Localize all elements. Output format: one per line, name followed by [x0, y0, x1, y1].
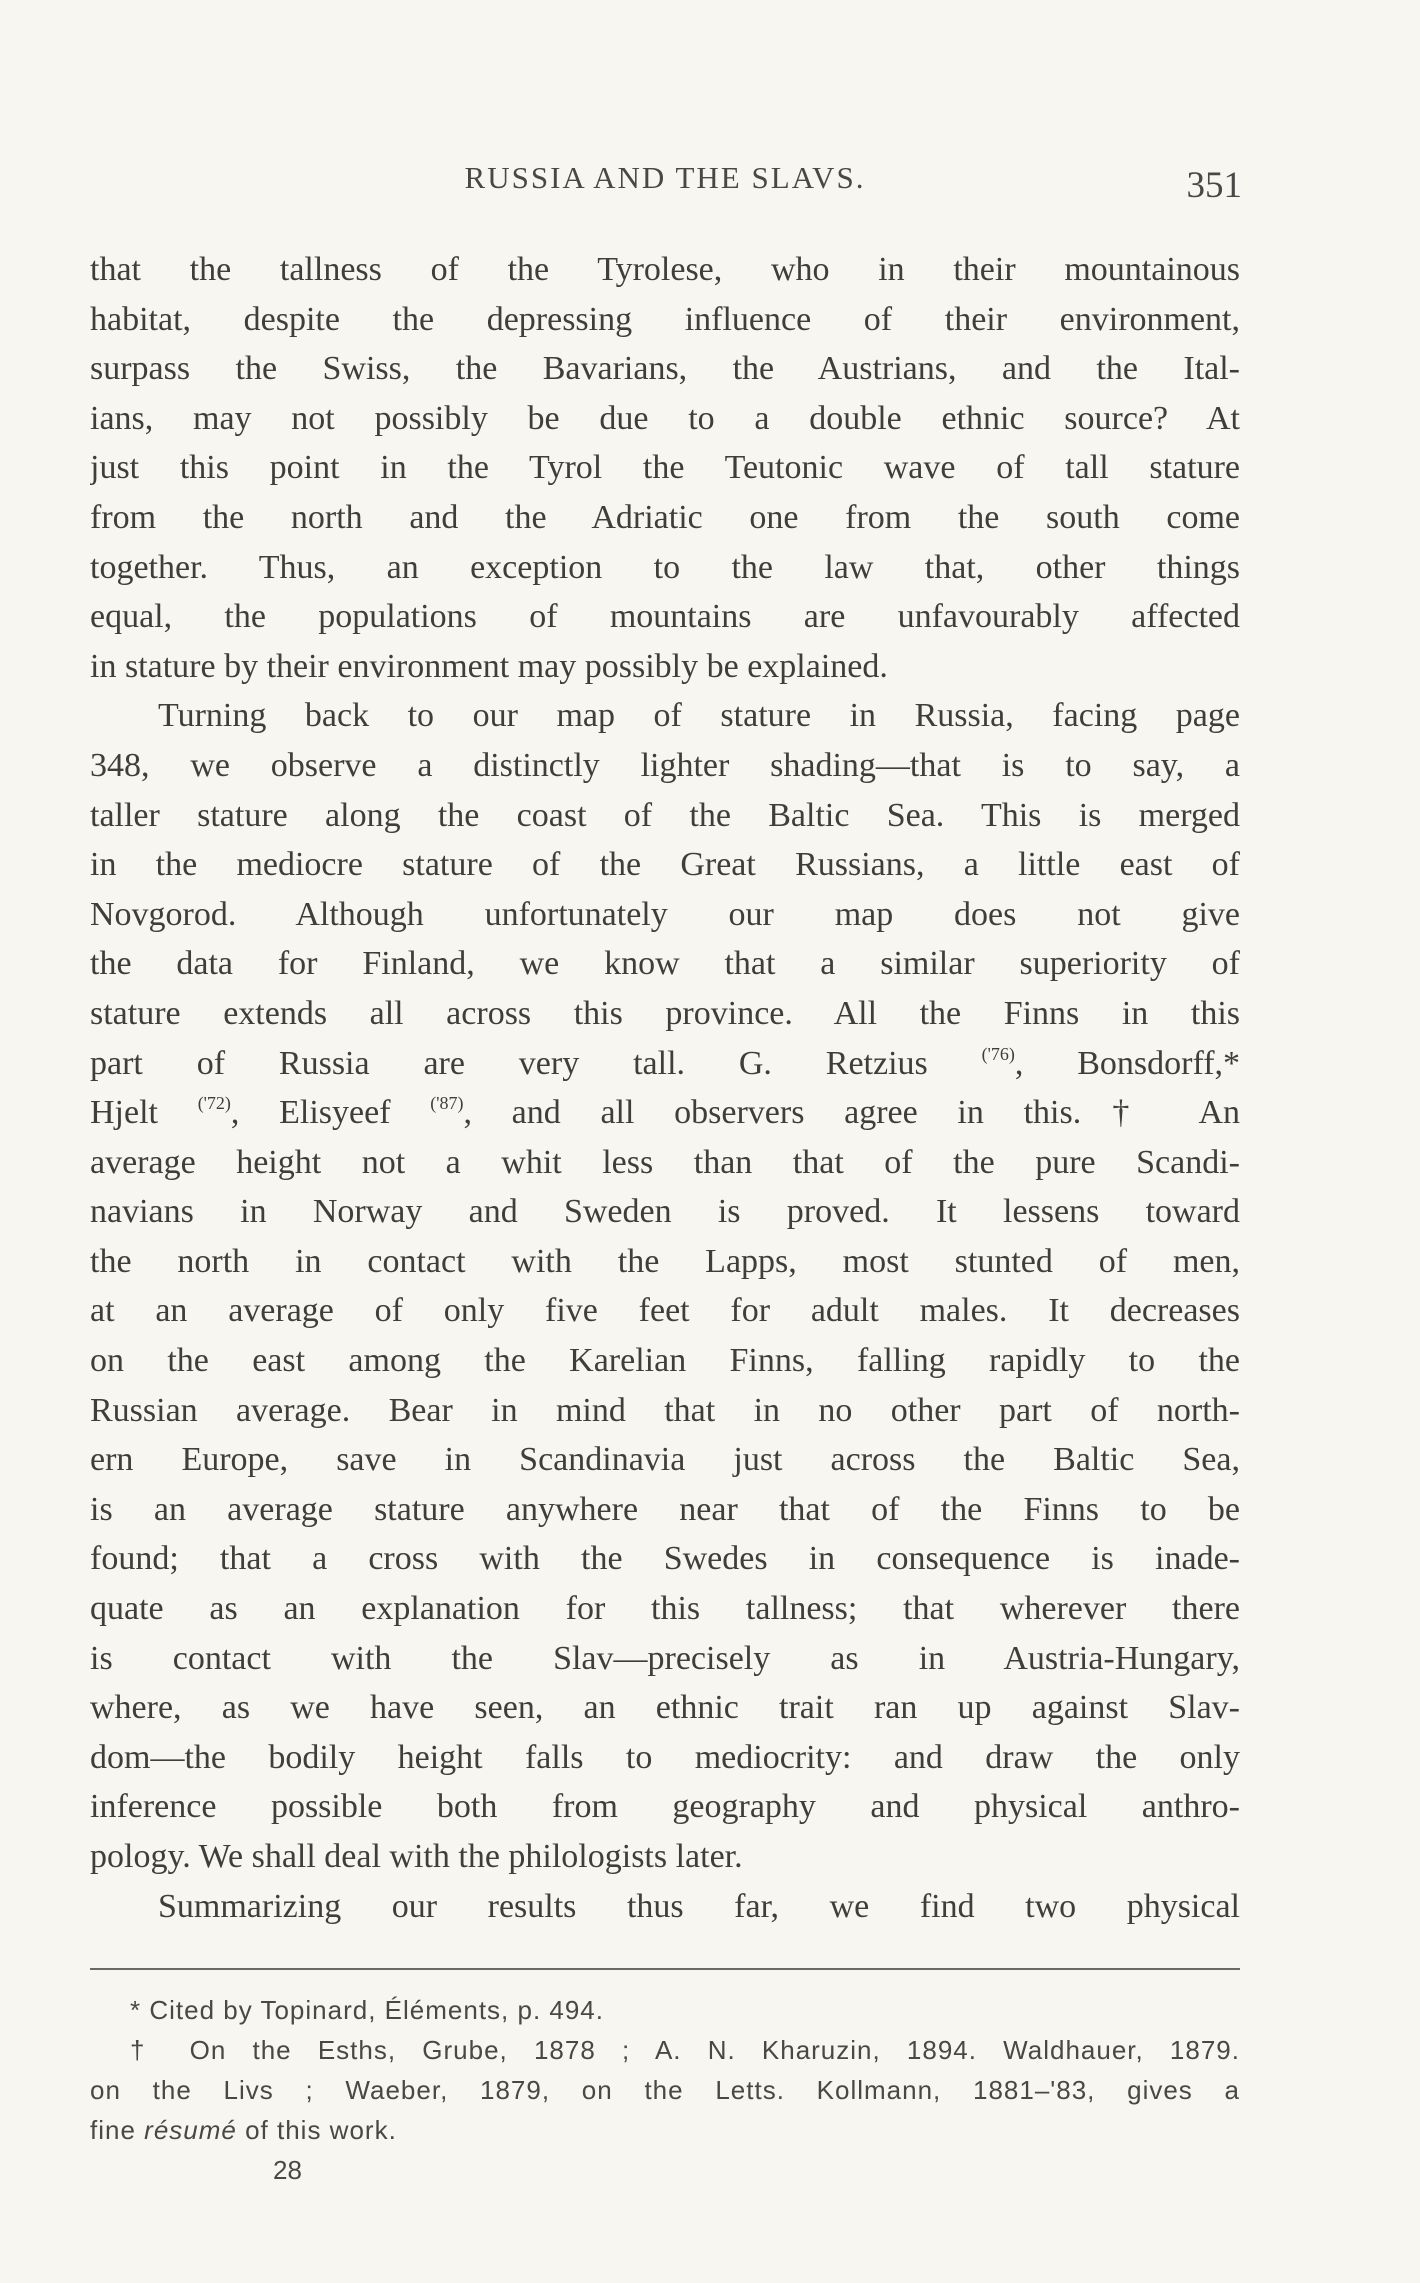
citation-ref: ('87): [430, 1093, 464, 1114]
text-line: 348, we observe a distinctly lighter shading—that is to say, a: [90, 746, 1240, 784]
text-line: the data for Finland, we know that a similar superiority of: [90, 945, 1240, 983]
text-line: together. Thus, an exception to the law that, other things: [90, 548, 1240, 586]
text-line: from the north and the Adriatic one from the south come: [90, 498, 1240, 536]
text-segment: of this work.: [245, 2115, 397, 2145]
footnote-rule: [90, 1968, 1240, 1970]
text-line: in the mediocre stature of the Great Russians, a little east of: [90, 846, 1240, 884]
text-line: Summarizing our results thus far, we find two physical: [158, 1887, 1240, 1925]
running-head: RUSSIA AND THE SLAVS.: [464, 160, 866, 195]
text-line: where, as we have seen, an ethnic trait ran up against Slav-: [90, 1689, 1240, 1727]
text-segment: Hjelt: [90, 1094, 158, 1132]
page-number: 351: [1186, 165, 1242, 206]
text-line: average height not a whit less than that of the pure Scandi-: [90, 1143, 1240, 1181]
signature-mark: 28: [273, 2155, 302, 2185]
text-line: that the tallness of the Tyrolese, who in their mountainous: [90, 251, 1240, 288]
text-segment: , Bonsdorff,*: [1014, 1044, 1240, 1082]
text-segment: , and all observers agree in this.† An: [463, 1094, 1240, 1132]
text-line: equal, the populations of mountains are unfavourably affected: [90, 598, 1240, 636]
text-line: in stature by their environment may possibly be explained.: [90, 647, 888, 685]
text-line-with-refs: [90, 1088, 1240, 1138]
text-line: the north in contact with the Lapps, most stunted of men,: [90, 1242, 1240, 1280]
text-line: quate as an explanation for this tallness; that wherever there: [90, 1590, 1240, 1628]
text-line: ians, may not possibly be due to a double ethnic source? At: [90, 399, 1240, 437]
text-line: ern Europe, save in Scandinavia just across the Baltic Sea,: [90, 1441, 1240, 1479]
text-line: Novgorod. Although unfortunately our map does not give: [90, 895, 1240, 933]
text-line: surpass the Swiss, the Bavarians, the Austrians, and the Ital-: [90, 350, 1240, 388]
text-line: just this point in the Tyrol the Teutonic wave of tall stature: [90, 449, 1240, 487]
text-line-with-refs: [90, 1039, 1240, 1089]
text-line: found; that a cross with the Swedes in consequence is inade-: [90, 1540, 1240, 1578]
text-line: navians in Norway and Sweden is proved. It lessens toward: [90, 1193, 1240, 1231]
citation-ref: ('72): [197, 1093, 231, 1114]
text-line: habitat, despite the depressing influence of their environment,: [90, 300, 1240, 338]
text-segment: , Elisyeef: [230, 1094, 391, 1132]
footnote-1: * Cited by Topinard, Éléments, p. 494.: [130, 1995, 604, 2025]
text-line: inference possible both from geography and physical anthro-: [90, 1788, 1240, 1826]
footnote-2-line-1: † On the Esths, Grube, 1878 ; A. N. Kharuzin, 1894. Waldhauer, 1879.: [130, 2035, 1240, 2065]
italic-text: résumé: [144, 2115, 237, 2145]
text-line: Turning back to our map of stature in Russia, facing page: [158, 697, 1240, 735]
text-line: dom—the bodily height falls to mediocrity: and draw the only: [90, 1738, 1240, 1776]
text-line: is an average stature anywhere near that of the Finns to be: [90, 1490, 1240, 1528]
text-line: taller stature along the coast of the Baltic Sea. This is merged: [90, 796, 1240, 834]
citation-ref: ('76): [981, 1043, 1015, 1064]
text-line: stature extends all across this province. All the Finns in this: [90, 994, 1240, 1032]
text-line: Russian average. Bear in mind that in no other part of north-: [90, 1391, 1240, 1429]
body-text: [90, 245, 1240, 1931]
footnotes: [90, 1990, 1240, 2150]
text-line: on the east among the Karelian Finns, falling rapidly to the: [90, 1342, 1240, 1380]
footnote-2-line-3: [90, 2110, 1240, 2150]
text-line: is contact with the Slav—precisely as in Austria-Hungary,: [90, 1639, 1240, 1677]
text-line: at an average of only five feet for adult males. It decreases: [90, 1292, 1240, 1330]
text-segment: part of Russia are very tall. G. Retzius: [90, 1044, 928, 1082]
text-segment: fine: [90, 2115, 136, 2145]
text-line: pology. We shall deal with the philologists later.: [90, 1838, 743, 1875]
footnote-2-line-2: on the Livs ; Waeber, 1879, on the Letts. Kollmann, 1881–'83, gives a: [90, 2075, 1240, 2105]
